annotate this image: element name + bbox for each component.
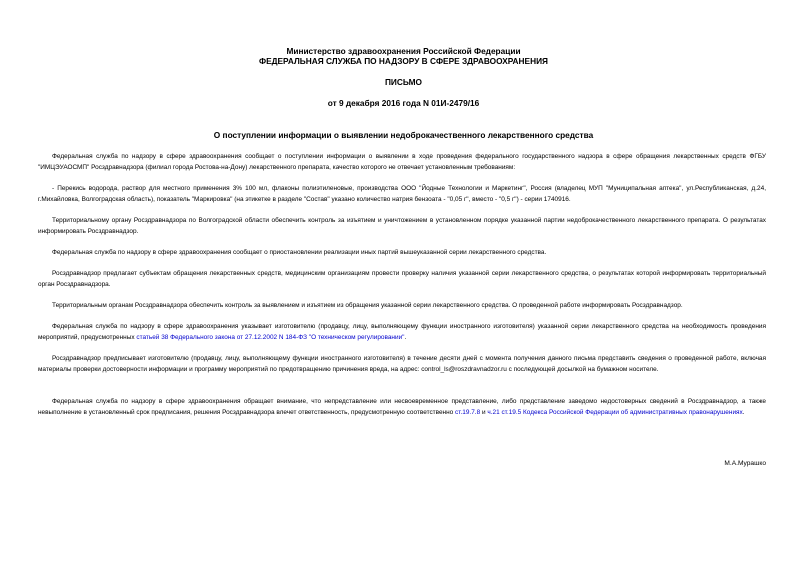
paragraph-3: Территориальному органу Росздравнадзора по Волгоградской области обеспечить контроль за изъятием и уничтожением в установленном порядке указанной партии недоброкачественного лекарственного препарата. О результатах информировать Росздравнадзор. xyxy=(38,217,766,235)
paragraph-9-text: Федеральная служба по надзору в сфере здравоохранения обращает внимание, что непредставление или несвоевременное представление, либо представление заведомо недостоверных сведений в Росздравнадзор, а также невыполнение в установленный срок предписания, решения Росздравнадзора влечет ответственность, предусмотренную соответственно xyxy=(38,398,766,416)
document-type: ПИСЬМО xyxy=(384,77,423,87)
article-19-7-8-link[interactable]: ст.19.7.8 xyxy=(455,409,481,416)
paragraph-8: Росздравнадзор предписывает изготовителю (продавцу, лицу, выполняющему функции иностранного изготовителя) в течение десяти дней с момента получения данного письма представить сведения о проведенной работе, включая материалы проверки достоверности информации и программу мероприятий по предотвращению причинения вреда, на адрес: control_ls@roszdravnadzor.ru с последующей досылкой на бумажном носителе. xyxy=(38,355,766,373)
paragraph-7 xyxy=(38,321,766,343)
signature: М.А.Мурашко xyxy=(724,460,766,467)
paragraph-6: Территориальным органам Росздравнадзора обеспечить контроль за выявлением и изъятием из обращения указанной серии лекарственного средства. О проведенной работе информировать Росздравнадзор. xyxy=(52,302,683,309)
paragraph-2: - Перекись водорода, раствор для местного применения 3% 100 мл, флаконы полиэтиленовые, производства ООО "Йодные Технологии и Маркетинг", Россия (владелец МУП "Муниципальная аптека", ул.Республиканская, д.24, г.Михайловка, Волгоградская область), показатель "Маркировка" (на этикетке в разделе "Состав" указано количество натрия бензоата - "0,05 г", вместо - "0,5 г") - серии 1740916. xyxy=(38,185,766,203)
document-date-number: от 9 декабря 2016 года N 01И-2479/16 xyxy=(327,98,480,108)
paragraph-7-text: Федеральная служба по надзору в сфере здравоохранения указывает изготовителю (продавцу, лицу, выполняющему функции иностранного изготовителя) указанной серии лекарственного средства на необходимость проведения мероприятий, предусмотренных xyxy=(38,323,766,341)
ministry-name: Министерство здравоохранения Российской Федерации xyxy=(286,46,521,56)
paragraph-5: Росздравнадзор предлагает субъектам обращения лекарственных средств, медицинским организациям провести проверку наличия указанной серии лекарственного средства, о результатах которой информировать территориальный орган Росздравнадзора. xyxy=(38,270,766,288)
koap-link[interactable]: ч.21 ст.19.5 Кодекса Российской Федерации об административных правонарушениях xyxy=(487,409,743,416)
document-subject: О поступлении информации о выявлении недоброкачественного лекарственного средства xyxy=(213,130,594,140)
service-name: ФЕДЕРАЛЬНАЯ СЛУЖБА ПО НАДЗОРУ В СФЕРЕ ЗДРАВООХРАНЕНИЯ xyxy=(259,56,548,66)
paragraph-9-conj: и xyxy=(480,409,488,416)
paragraph-9-end: . xyxy=(742,409,745,416)
paragraph-4: Федеральная служба по надзору в сфере здравоохранения сообщает о приостановлении реализации иных партий вышеуказанной серии лекарственного средства. xyxy=(52,249,547,256)
paragraph-7-end: . xyxy=(404,334,407,341)
federal-law-link[interactable]: статьей 38 Федерального закона от 27.12.2002 N 184-ФЗ "О техническом регулировании" xyxy=(136,334,405,341)
paragraph-9 xyxy=(38,396,766,418)
paragraph-1: Федеральная служба по надзору в сфере здравоохранения сообщает о поступлении информации о выявлении в ходе проведения федерального государственного надзора в сфере обращения лекарственных средств ФГБУ "ИМЦЭУАОСМП" Росздравнадзора (филиал города Ростова-на-Дону) лекарственного препарата, качество которого не отвечает установленным требованиям: xyxy=(38,153,766,171)
